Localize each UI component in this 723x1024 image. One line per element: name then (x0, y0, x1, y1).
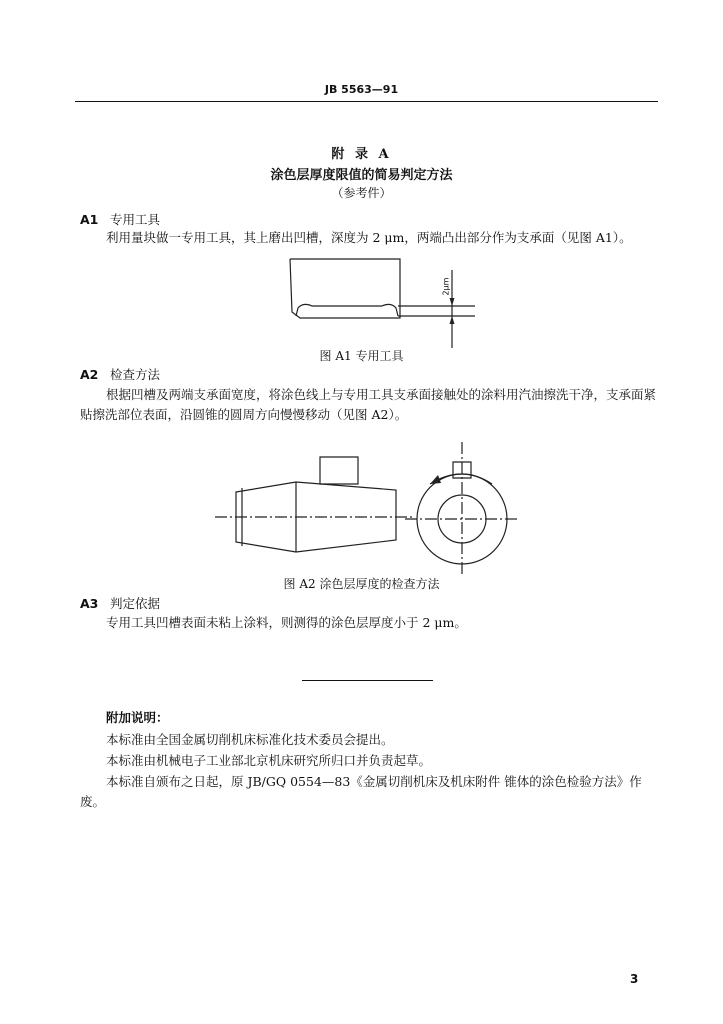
page-number: 3 (630, 972, 639, 986)
figure-a1-caption: 图 A1 专用工具 (319, 349, 404, 363)
header-rule (75, 101, 658, 102)
section-a1-number: A1 (80, 212, 99, 227)
dimension-arrow-up (450, 316, 455, 324)
section-a1-paragraph: 利用量块做一专用工具，其上磨出凹槽，深度为 2 μm，两端凸出部分作为支承面（见图 A1）。 (106, 230, 632, 245)
additional-note-line-2: 本标准由机械电子工业部北京机床研究所归口并负责起草。 (106, 753, 432, 768)
section-a3-heading (80, 594, 160, 612)
figure-a1-dimension-label: 2μm (441, 277, 451, 296)
section-a3-paragraph: 专用工具凹槽表面未粘上涂料，则测得的涂色层厚度小于 2 μm。 (106, 615, 467, 630)
figure-a2-drawing (0, 440, 723, 580)
rotation-arrow-head (430, 475, 441, 484)
gauge-block-groove (296, 304, 398, 316)
section-a3-number: A3 (80, 596, 99, 611)
gauge-tool-on-cone (320, 457, 358, 484)
section-a1-heading (80, 210, 160, 228)
section-a1-title: 专用工具 (110, 212, 161, 227)
section-a2-heading (80, 365, 160, 383)
section-separator (302, 680, 433, 681)
section-a2-title: 检查方法 (110, 367, 161, 382)
header-standard-number: JB 5563—91 (324, 83, 399, 96)
additional-note-line-1: 本标准由全国金属切削机床标准化技术委员会提出。 (106, 732, 394, 747)
dimension-arrow-down (450, 298, 455, 306)
section-a2-number: A2 (80, 367, 99, 382)
appendix-title: 涂色层厚度限值的简易判定方法 (270, 168, 453, 183)
figure-a1-drawing (0, 250, 723, 360)
gauge-block-outline (290, 259, 400, 318)
appendix-note: （参考件） (331, 186, 392, 200)
appendix-label: 附 录 A (331, 147, 392, 162)
additional-note-line-3: 本标准自颁布之日起，原 JB/GQ 0554—83《金属切削机床及机床附件 锥体的涂色检验方法》作废。 (80, 774, 642, 809)
section-a3-title: 判定依据 (110, 596, 161, 611)
figure-a2-caption: 图 A2 涂色层厚度的检查方法 (283, 577, 440, 591)
additional-notes-title: 附加说明： (106, 710, 169, 725)
section-a2-paragraph: 根据凹槽及两端支承面宽度，将涂色线上与专用工具支承面接触处的涂料用汽油擦洗干净，支承面紧贴擦洗部位表面，沿圆锥的圆周方向慢慢移动（见图 A2）。 (80, 387, 657, 422)
